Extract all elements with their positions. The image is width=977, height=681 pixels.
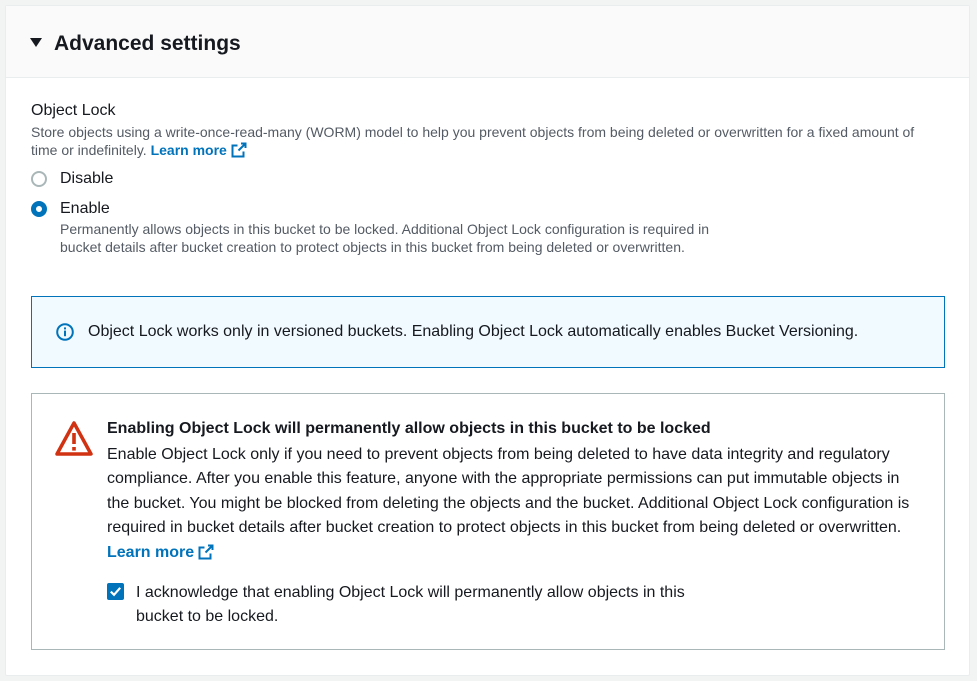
advanced-settings-panel: [5, 5, 970, 676]
warning-title: Enabling Object Lock will permanently allow objects in this bucket to be locked: [107, 420, 711, 437]
acknowledge-label[interactable]: I acknowledge that enabling Object Lock will permanently allow objects in this bucket to be locked.: [136, 584, 685, 625]
warning-body-text: Enable Object Lock only if you need to prevent objects from being deleted to have data integrity and regulatory compliance. After you enable this feature, anyone with the appropriate permissions can put immutable objects in the bucket. You might be blocked from deleting the objects and the bucket. Additional Object Lock configuration is required in bucket details after bucket creation to protect objects in this bucket from being deleted or overwritten.: [107, 446, 910, 537]
object-lock-description: [31, 123, 921, 159]
section-title: Advanced settings: [54, 32, 241, 55]
external-link-icon: [231, 142, 247, 158]
caret-down-icon[interactable]: [30, 38, 42, 47]
radio-button-enable[interactable]: [31, 201, 47, 217]
info-icon: [56, 323, 74, 341]
external-link-icon: [198, 544, 214, 560]
radio-enable-label[interactable]: Enable: [60, 200, 110, 217]
advanced-settings-header[interactable]: [6, 6, 969, 78]
warning-alert: [31, 393, 945, 650]
learn-more-label: Learn more: [150, 142, 227, 158]
object-lock-label: Object Lock: [31, 102, 116, 119]
info-alert: [31, 296, 945, 368]
learn-more-link[interactable]: [151, 142, 247, 158]
radio-disable-label[interactable]: Disable: [60, 170, 114, 187]
radio-button-disable[interactable]: [31, 171, 47, 187]
info-alert-text: Object Lock works only in versioned buckets. Enabling Object Lock automatically enables Bucket Versioning.: [88, 323, 859, 340]
object-lock-description-text: Store objects using a write-once-read-many (WORM) model to help you prevent objects from being deleted or overwritten for a fixed amount of time or indefinitely.: [31, 124, 915, 158]
warning-body: [107, 443, 917, 565]
acknowledge-checkbox[interactable]: [107, 583, 124, 600]
radio-enable-description: Permanently allows objects in this bucket to be locked. Additional Object Lock configuration is required in bucket details after bucket creation to protect objects in this bucket from being deleted or overwritten.: [60, 221, 710, 255]
warning-learn-more-label: Learn more: [107, 543, 195, 561]
warning-icon: [54, 420, 94, 458]
checkmark-icon: [107, 583, 124, 600]
warning-learn-more-link[interactable]: [107, 544, 214, 561]
